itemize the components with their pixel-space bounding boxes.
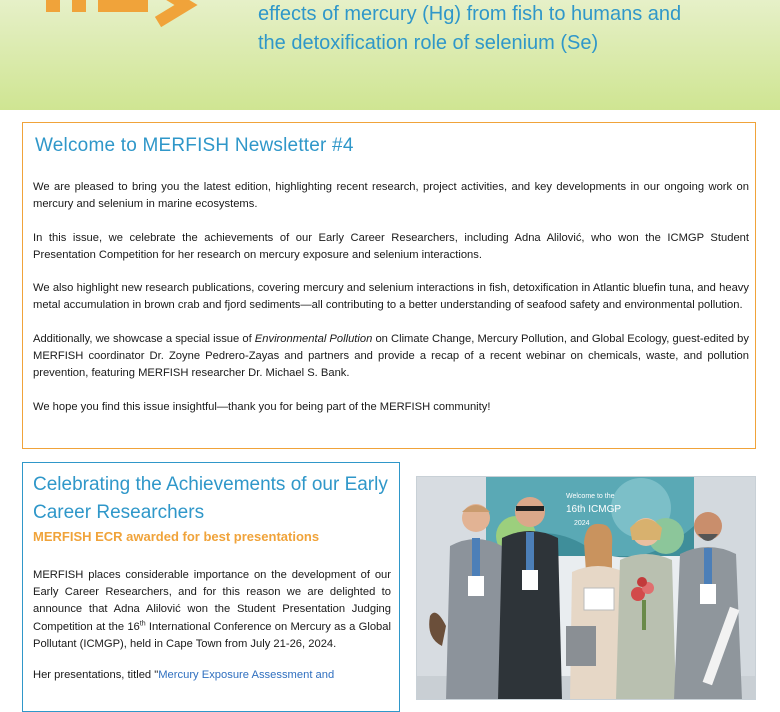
superscript-th: th bbox=[139, 619, 146, 627]
conference-photo bbox=[416, 476, 756, 700]
achievements-paragraph-1 bbox=[33, 567, 391, 653]
achievements-body bbox=[33, 567, 391, 698]
welcome-paragraph-2: In this issue, we celebrate the achievements of our Early Career Researchers, including Adna Alilović, who won the ICMGP Student Presentation Competition for her research on mercury exposure and selenium interactions. bbox=[33, 231, 749, 261]
achievements-subtitle: MERFISH ECR awarded for best presentations bbox=[33, 529, 320, 544]
welcome-title: Welcome to MERFISH Newsletter #4 bbox=[35, 135, 354, 156]
header-line-1: effects of mercury (Hg) from fish to humans and bbox=[258, 3, 682, 25]
banner-year-text: 2024 bbox=[574, 520, 590, 527]
arrow-decoration-icon bbox=[40, 0, 200, 44]
banner-welcome-text: Welcome to the bbox=[566, 493, 615, 500]
header-banner bbox=[0, 0, 780, 110]
achievements-p2-a: Her presentations, titled " bbox=[33, 669, 159, 682]
achievements-p1-a: MERFISH places considerable importance on the development of our Early Career Researchers, and for this reason we are delighted to announce that Adna Alilović won the Student Presentation Judging Competition at the 16 bbox=[33, 569, 391, 633]
achievements-paragraph-2 bbox=[33, 667, 391, 684]
welcome-paragraph-5: We hope you find this issue insightful—thank you for being part of the MERFISH community! bbox=[33, 400, 491, 413]
welcome-body bbox=[33, 179, 749, 432]
welcome-paragraph-4 bbox=[33, 331, 749, 383]
welcome-box bbox=[22, 122, 756, 449]
welcome-p4-before: Additionally, we showcase a special issue of bbox=[33, 332, 255, 345]
welcome-p4-after: on Climate Change, Mercury Pollution, and Global Ecology, guest-edited by MERFISH coordinator Dr. Zoyne Pedrero-Zayas and partners and provide a recap of a recent webinar on chemicals, waste, and pollution prevention, featuring MERFISH researcher Dr. Michael S. Bank. bbox=[33, 332, 749, 380]
banner-conference-text: 16th ICMGP bbox=[566, 504, 622, 515]
welcome-paragraph-3: We also highlight new research publications, covering mercury and selenium interactions in fish, detoxification in Atlantic bluefin tuna, and heavy metal accumulation in brown crab and fjord sediments—all contributing to a better understanding of seafood safety and environmental pollution. bbox=[33, 282, 749, 312]
achievements-title: Celebrating the Achievements of our Early Career Researchers bbox=[33, 474, 388, 523]
welcome-paragraph-1: We are pleased to bring you the latest edition, highlighting recent research, project activities, and key developments in our ongoing work on mercury and selenium in marine ecosystems. bbox=[33, 181, 749, 211]
achievements-p1-b: International Conference on Mercury as a Global Pollutant (ICMGP), held in Cape Town from July 21-26, 2024. bbox=[33, 620, 391, 650]
achievements-box bbox=[22, 462, 400, 712]
header-line-2: the detoxification role of selenium (Se) bbox=[258, 32, 599, 54]
photo-frame bbox=[416, 476, 756, 700]
journal-name: Environmental Pollution bbox=[254, 332, 373, 345]
header-title bbox=[258, 0, 768, 58]
presentation-title-link[interactable]: Mercury Exposure Assessment and bbox=[158, 669, 335, 682]
